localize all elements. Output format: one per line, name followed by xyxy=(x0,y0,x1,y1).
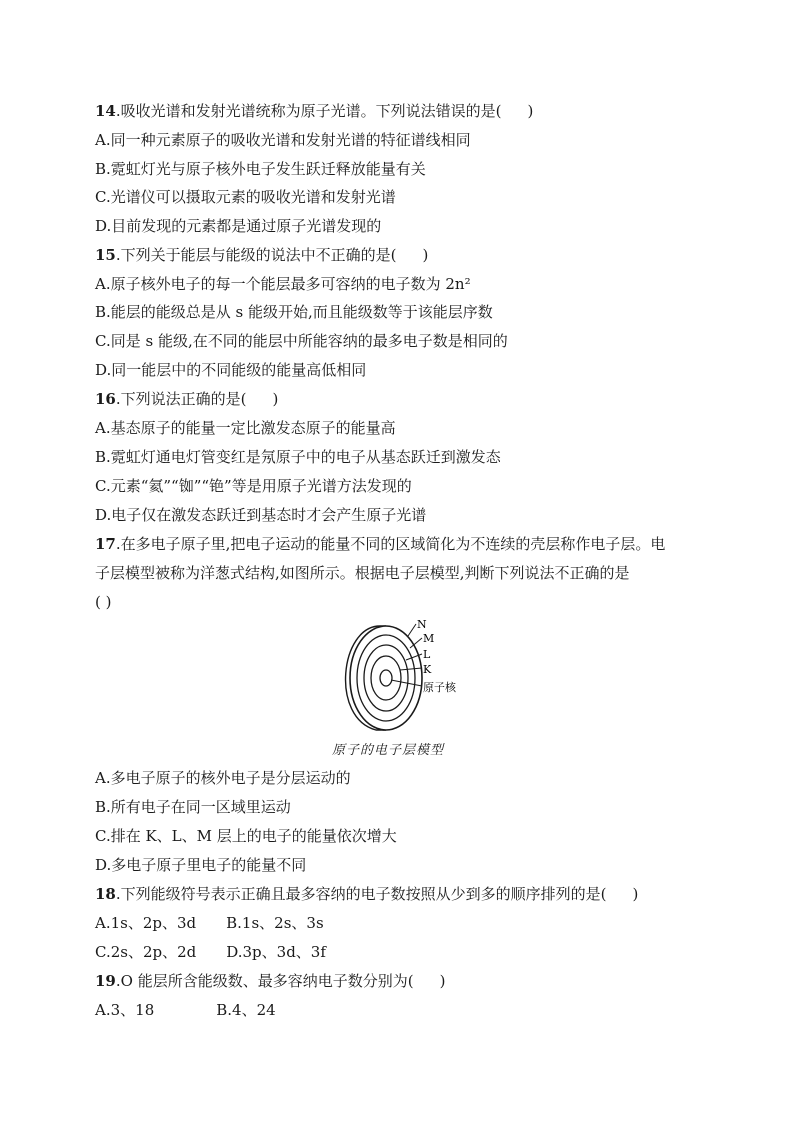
option-c: C.排在 K、L、M 层上的电子的能量依次增大 xyxy=(95,827,397,845)
answer-paren: ) xyxy=(272,390,279,408)
question-19-stem xyxy=(95,971,705,991)
option-b: B.霓虹灯光与原子核外电子发生跃迁释放能量有关 xyxy=(95,160,426,178)
option-a: A.1s、2p、3d xyxy=(95,914,197,932)
option-d: D.3p、3d、3f xyxy=(226,943,326,961)
option-c: C.同是 s 能级,在不同的能层中所能容纳的最多电子数是相同的 xyxy=(95,332,508,350)
question-15-stem xyxy=(95,245,705,265)
question-16-stem xyxy=(95,389,705,409)
option-c: C.元素“氦”“铷”“铯”等是用原子光谱方法发现的 xyxy=(95,477,412,495)
label-l: L xyxy=(423,648,431,661)
option-b: B.1s、2s、3s xyxy=(226,914,324,932)
option-a: A.基态原子的能量一定比激发态原子的能量高 xyxy=(95,419,396,437)
option-a: A.同一种元素原子的吸收光谱和发射光谱的特征谱线相同 xyxy=(95,131,471,149)
question-number: 14 xyxy=(95,102,116,120)
electron-shell-model-figure xyxy=(330,618,480,740)
question-text: .O 能层所含能级数、最多容纳电子数分别为( xyxy=(115,972,414,990)
options-row-1 xyxy=(95,913,324,933)
label-m: M xyxy=(423,632,435,645)
question-number: 19 xyxy=(95,972,116,990)
option-b: B.能层的能级总是从 s 能级开始,而且能级数等于该能层序数 xyxy=(95,303,493,321)
answer-paren: ) xyxy=(439,972,446,990)
question-17-stem-cont: 子层模型被称为洋葱式结构,如图所示。根据电子层模型,判断下列说法不正确的是 xyxy=(95,564,630,582)
option-c: C.2s、2p、2d xyxy=(95,943,197,961)
option-d: D.目前发现的元素都是通过原子光谱发现的 xyxy=(95,217,382,235)
question-text: .下列能级符号表示正确且最多容纳的电子数按照从少到多的顺序排列的是( xyxy=(115,885,607,903)
question-number: 17 xyxy=(95,535,116,553)
answer-paren: ( ) xyxy=(95,593,112,611)
leader-n xyxy=(408,624,416,636)
options-row-1 xyxy=(95,1000,276,1020)
figure-caption: 原子的电子层模型 xyxy=(332,743,445,758)
option-b: B.所有电子在同一区域里运动 xyxy=(95,798,291,816)
question-text: .下列关于能层与能级的说法中不正确的是( xyxy=(115,246,397,264)
label-k: K xyxy=(423,663,432,676)
question-text: .下列说法正确的是( xyxy=(115,390,247,408)
options-row-2 xyxy=(95,942,326,962)
question-number: 18 xyxy=(95,885,116,903)
option-b: B.4、24 xyxy=(216,1001,276,1019)
option-c: C.光谱仪可以摄取元素的吸收光谱和发射光谱 xyxy=(95,188,396,206)
option-a: A.多电子原子的核外电子是分层运动的 xyxy=(95,769,351,787)
option-a: A.3、18 xyxy=(95,1001,155,1019)
option-a: A.原子核外电子的每一个能层最多可容纳的电子数为 2n² xyxy=(95,275,471,293)
option-d: D.多电子原子里电子的能量不同 xyxy=(95,856,307,874)
question-text: .在多电子原子里,把电子运动的能量不同的区域简化为不连续的壳层称作电子层。电 xyxy=(115,535,666,553)
question-number: 16 xyxy=(95,390,116,408)
option-d: D.电子仅在激发态跃迁到基态时才会产生原子光谱 xyxy=(95,506,427,524)
question-text: .吸收光谱和发射光谱统称为原子光谱。下列说法错误的是( xyxy=(115,102,502,120)
answer-paren: ) xyxy=(527,102,534,120)
label-nucleus: 原子核 xyxy=(423,681,456,694)
question-17-stem xyxy=(95,534,705,554)
question-14-stem xyxy=(95,101,705,121)
answer-paren: ) xyxy=(632,885,639,903)
question-18-stem xyxy=(95,884,705,904)
label-n: N xyxy=(417,618,427,631)
question-number: 15 xyxy=(95,246,116,264)
answer-paren: ) xyxy=(422,246,429,264)
option-d: D.同一能层中的不同能级的能量高低相同 xyxy=(95,361,367,379)
shell-n xyxy=(350,626,422,730)
option-b: B.霓虹灯通电灯管变红是氖原子中的电子从基态跃迁到激发态 xyxy=(95,448,501,466)
